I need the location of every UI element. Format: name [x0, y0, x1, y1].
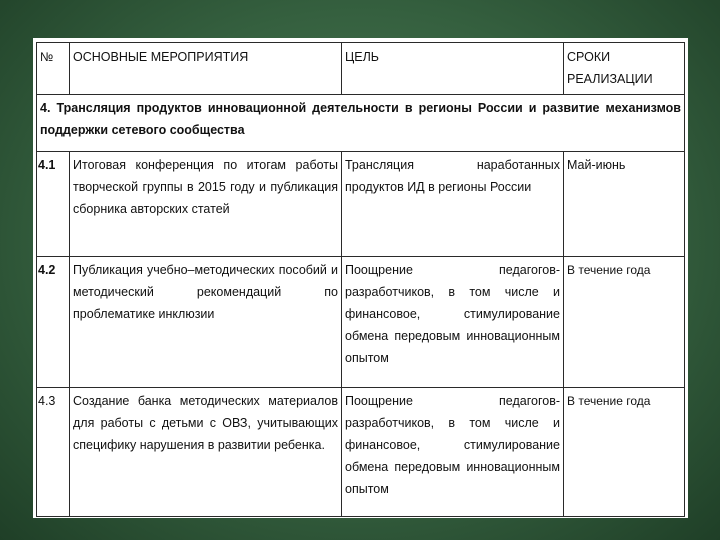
section-title: 4. Трансляция продуктов инновационной деятельности в регионы России и развитие механизмов поддержки сетевого сообщества: [37, 95, 685, 152]
header-goal: ЦЕЛЬ: [342, 43, 564, 95]
table-header-row: [37, 43, 685, 95]
events-table: [36, 42, 685, 517]
table-row: [37, 152, 685, 257]
header-events: ОСНОВНЫЕ МЕРОПРИЯТИЯ: [70, 43, 342, 95]
row-event: Итоговая конференция по итогам работы творческой группы в 2015 году и публикация сборника авторских статей: [70, 152, 342, 257]
row-event: Публикация учебно–методических пособий и методический рекомендаций по проблематике инклюзии: [70, 257, 342, 388]
header-terms-line1: СРОКИ: [567, 50, 611, 64]
section-row: [37, 95, 685, 152]
row-term: В течение года: [564, 257, 685, 388]
row-goal: Поощрение педагогов-разработчиков, в том числе и финансовое, стимулирование обмена передовым инновационным опытом: [342, 257, 564, 388]
header-terms: [564, 43, 685, 95]
row-num: 4.2: [37, 257, 70, 388]
row-num: 4.1: [37, 152, 70, 257]
row-term: Май-июнь: [564, 152, 685, 257]
table-row: [37, 257, 685, 388]
row-goal: Поощрение педагогов-разработчиков, в том числе и финансовое, стимулирование обмена передовым инновационным опытом: [342, 388, 564, 517]
header-num: №: [37, 43, 70, 95]
header-terms-line2: РЕАЛИЗАЦИИ: [567, 72, 653, 86]
row-term: В течение года: [564, 388, 685, 517]
row-event: Создание банка методических материалов для работы с детьми с ОВЗ, учитывающих специфику нарушения в развитии ребенка.: [70, 388, 342, 517]
row-goal: Трансляция наработанных продуктов ИД в регионы России: [342, 152, 564, 257]
table-row: [37, 388, 685, 517]
row-num: 4.3: [37, 388, 70, 517]
